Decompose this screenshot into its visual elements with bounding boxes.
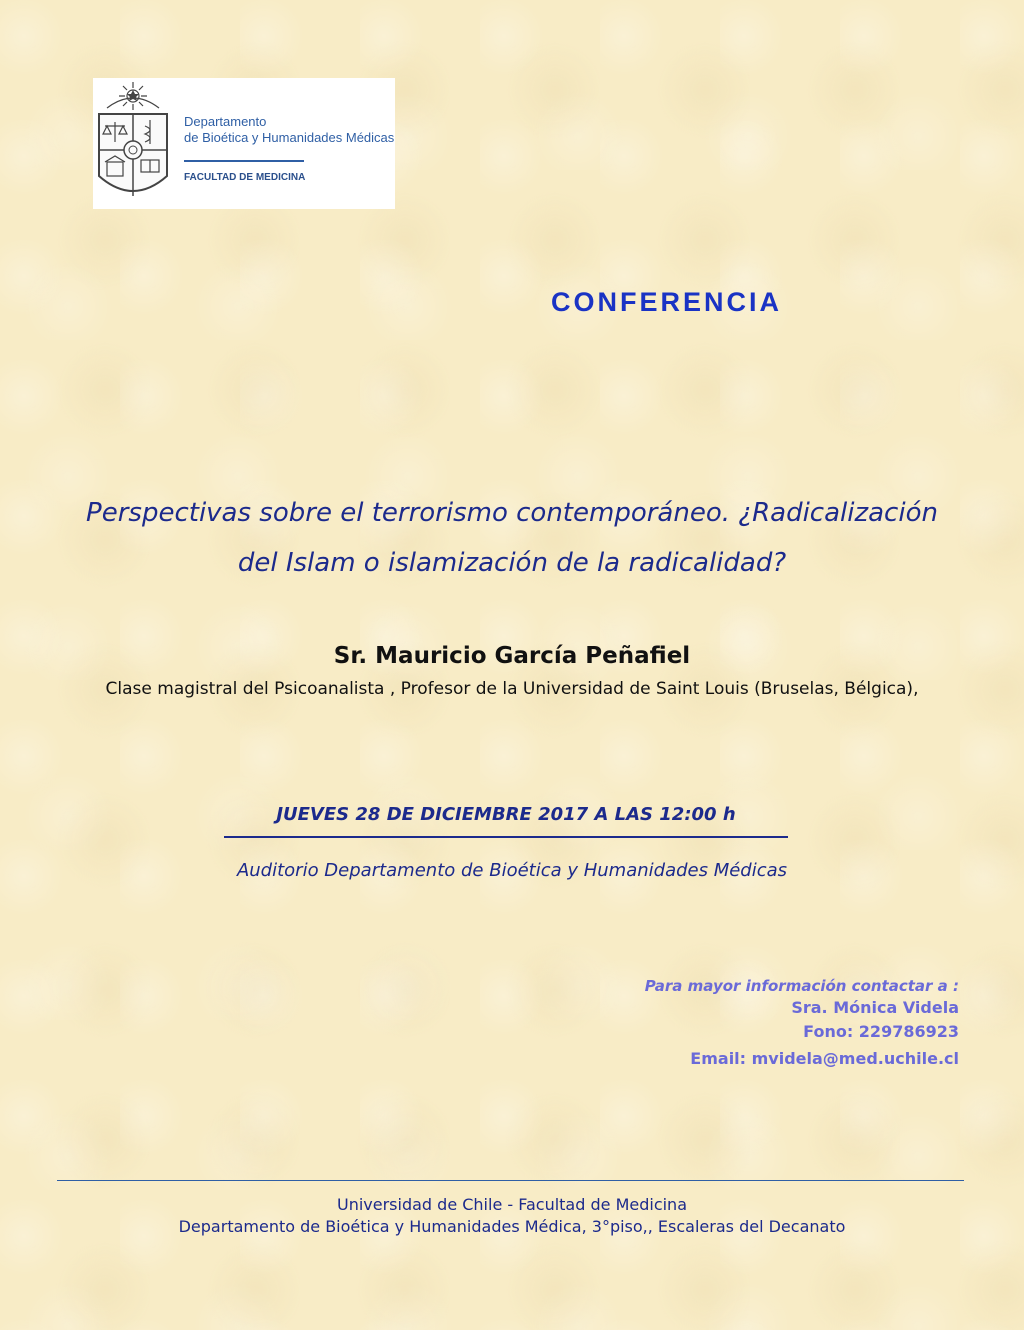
- speaker-name: Sr. Mauricio García Peñafiel: [333, 643, 691, 669]
- footer-line1: Universidad de Chile - Facultad de Medicina: [336, 1195, 687, 1214]
- logo-department-name: [184, 114, 394, 146]
- logo-department-line2: de Bioética y Humanidades Médicas: [184, 130, 395, 145]
- event-date-time: JUEVES 28 DE DICIEMBRE 2017 A LAS 12:00 h: [276, 804, 736, 825]
- footer-line2: Departamento de Bioética y Humanidades Médica, 3°piso,, Escaleras del Decanato: [178, 1217, 846, 1236]
- contact-email[interactable]: Email: mvidela@med.uchile.cl: [690, 1049, 959, 1068]
- footer-divider: [57, 1180, 964, 1181]
- footer: [0, 1194, 1024, 1238]
- page-heading: CONFERENCIA: [551, 287, 783, 317]
- logo-faculty: FACULTAD DE MEDICINA: [184, 172, 306, 183]
- talk-title-line2: del Islam o islamización de la radicalidad?: [237, 548, 787, 578]
- event-venue: Auditorio Departamento de Bioética y Humanidades Médicas: [236, 860, 788, 881]
- contact-intro: Para mayor información contactar a :: [644, 977, 959, 995]
- university-crest-icon: [93, 78, 173, 209]
- contact-phone: Fono: 229786923: [803, 1022, 959, 1041]
- date-underline: [224, 836, 788, 838]
- department-logo: [93, 78, 395, 209]
- talk-title-line1: Perspectivas sobre el terrorismo contemporáneo. ¿Radicalización: [86, 498, 938, 528]
- logo-divider: [184, 160, 304, 162]
- contact-person: Sra. Mónica Videla: [791, 998, 959, 1017]
- talk-title: [40, 488, 984, 588]
- speaker-description: Clase magistral del Psicoanalista , Profesor de la Universidad de Saint Louis (Bruselas, Bélgica),: [105, 679, 919, 699]
- logo-department-line1: Departamento: [184, 114, 267, 129]
- contact-block: [645, 976, 959, 1071]
